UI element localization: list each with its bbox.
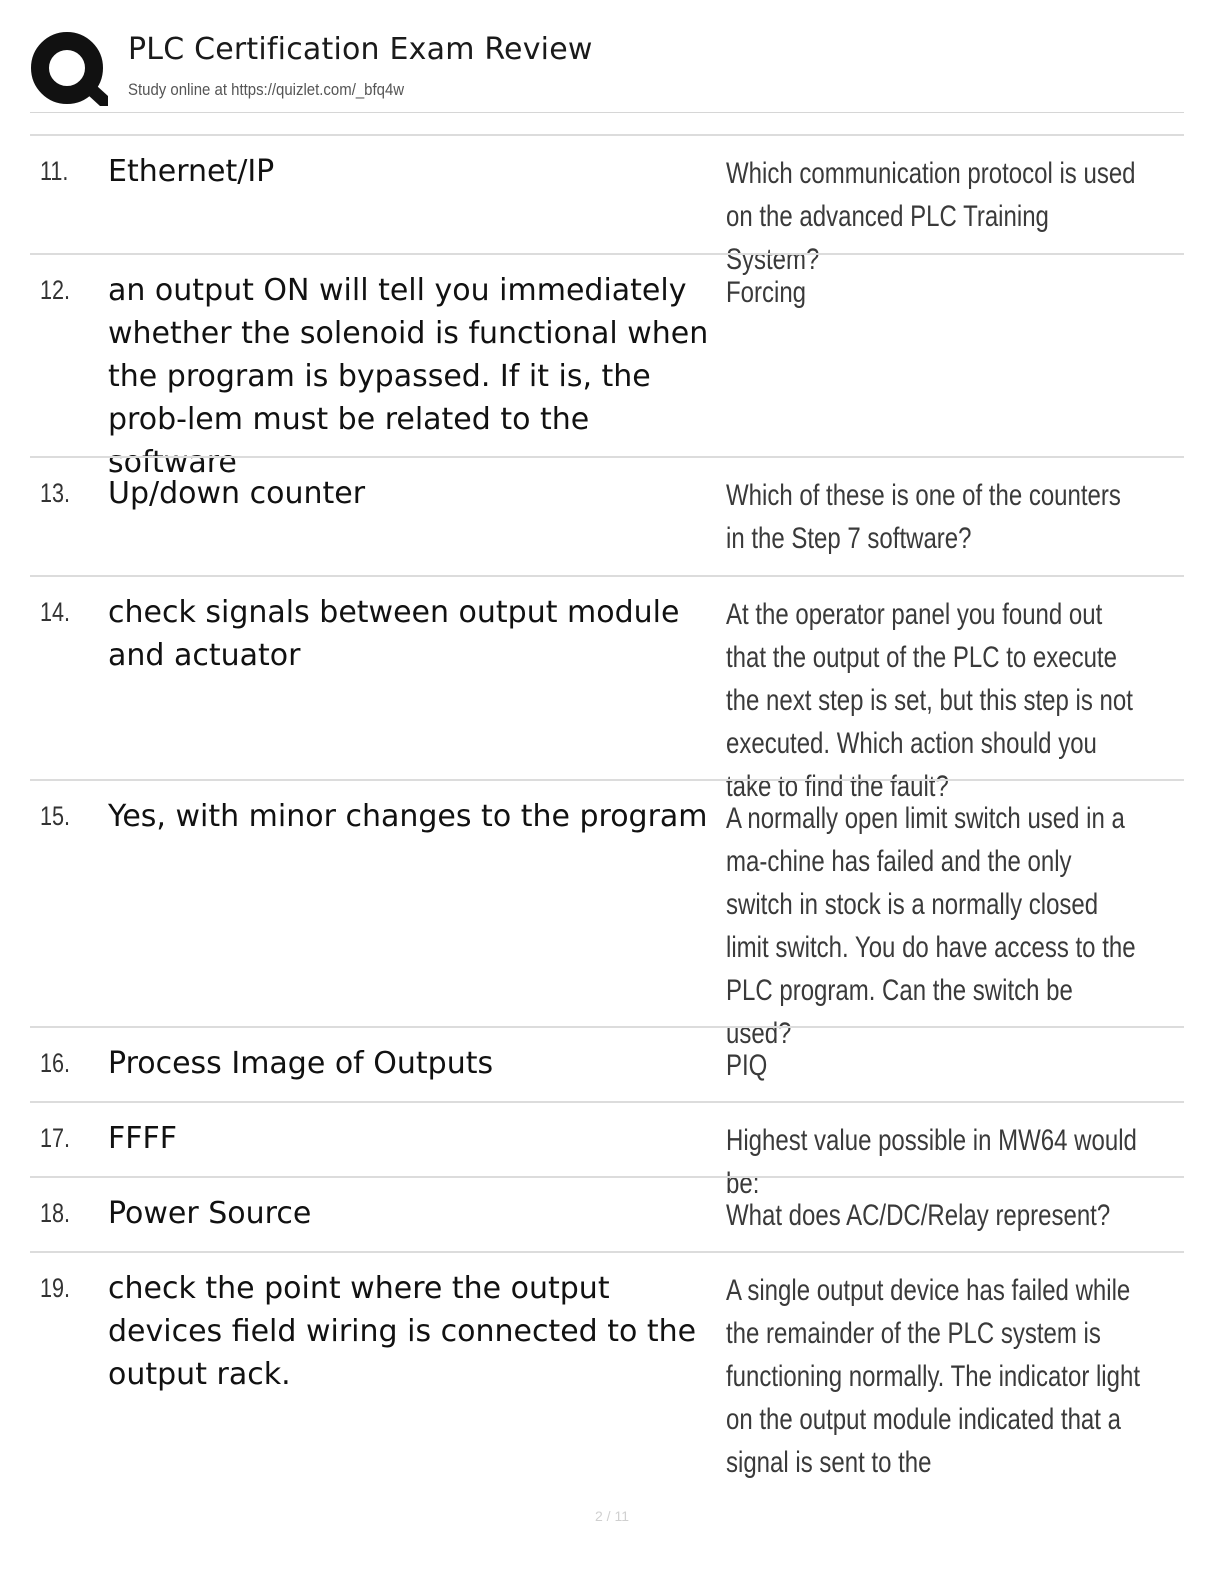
card-number: 18.	[40, 1198, 71, 1228]
page-header	[30, 28, 1184, 114]
card-term: Power Source	[108, 1196, 312, 1231]
card-number: 15.	[40, 801, 71, 831]
card-number: 12.	[40, 275, 71, 305]
card-number: 16.	[40, 1048, 71, 1078]
card-definition: A single output device has failed while the remainder of the PLC system is functioning normally. The indicator light on the output module indicated that a signal is sent to the	[726, 1274, 1140, 1479]
card-term: check signals between output module and actuator	[108, 595, 680, 673]
card-definition: Highest value possible in MW64 would be:	[726, 1124, 1137, 1200]
card-definition: PIQ	[726, 1049, 768, 1082]
card-number: 11.	[40, 156, 69, 186]
card-term: check the point where the output devices field wiring is connected to the output rack.	[108, 1271, 697, 1392]
card-definition: Which of these is one of the counters in the Step 7 software?	[726, 479, 1121, 555]
card-number: 19.	[40, 1273, 71, 1303]
flashcard-row	[30, 779, 1184, 1050]
card-definition: What does AC/DC/Relay represent?	[726, 1199, 1111, 1232]
flashcard-row	[30, 1026, 1184, 1101]
card-term: Yes, with minor changes to the program	[108, 799, 708, 834]
study-online-link[interactable]: Study online at https://quizlet.com/_bfq4w	[128, 80, 405, 99]
card-number: 17.	[40, 1123, 71, 1153]
card-definition: Which communication protocol is used on the advanced PLC Training System?	[726, 157, 1136, 276]
card-definition: At the operator panel you found out that the output of the PLC to execute the next step is set, but this step is not executed. Which action should you take to find the fault?	[726, 598, 1133, 803]
quizlet-logo-icon	[30, 30, 108, 108]
flashcard-row	[30, 575, 1184, 803]
card-term: Ethernet/IP	[108, 154, 275, 189]
card-term: Up/down counter	[108, 476, 366, 511]
flashcard-row	[30, 1251, 1184, 1479]
page-title: PLC Certification Exam Review	[128, 32, 593, 67]
card-term: Process Image of Outputs	[108, 1046, 494, 1081]
card-number: 14.	[40, 597, 71, 627]
card-term: an output ON will tell you immediately whether the solenoid is functional when the program is bypassed. If it is, the prob-lem must be related to the software	[108, 273, 709, 480]
page-number: 2 / 11	[595, 1508, 629, 1524]
flashcard-row	[30, 1176, 1184, 1251]
flashcard-row	[30, 134, 1184, 276]
card-term: FFFF	[108, 1121, 178, 1156]
flashcard-row	[30, 1101, 1184, 1200]
flashcard-row	[30, 253, 1184, 480]
card-definition: Forcing	[726, 276, 807, 309]
flashcard-list	[30, 134, 1184, 1479]
card-number: 13.	[40, 478, 71, 508]
card-definition: A normally open limit switch used in a ma-chine has failed and the only switch in stock is a normally closed limit switch. You do have access to the PLC program. Can the switch be used?	[726, 802, 1136, 1050]
header-divider	[30, 112, 1184, 113]
flashcard-row	[30, 456, 1184, 575]
